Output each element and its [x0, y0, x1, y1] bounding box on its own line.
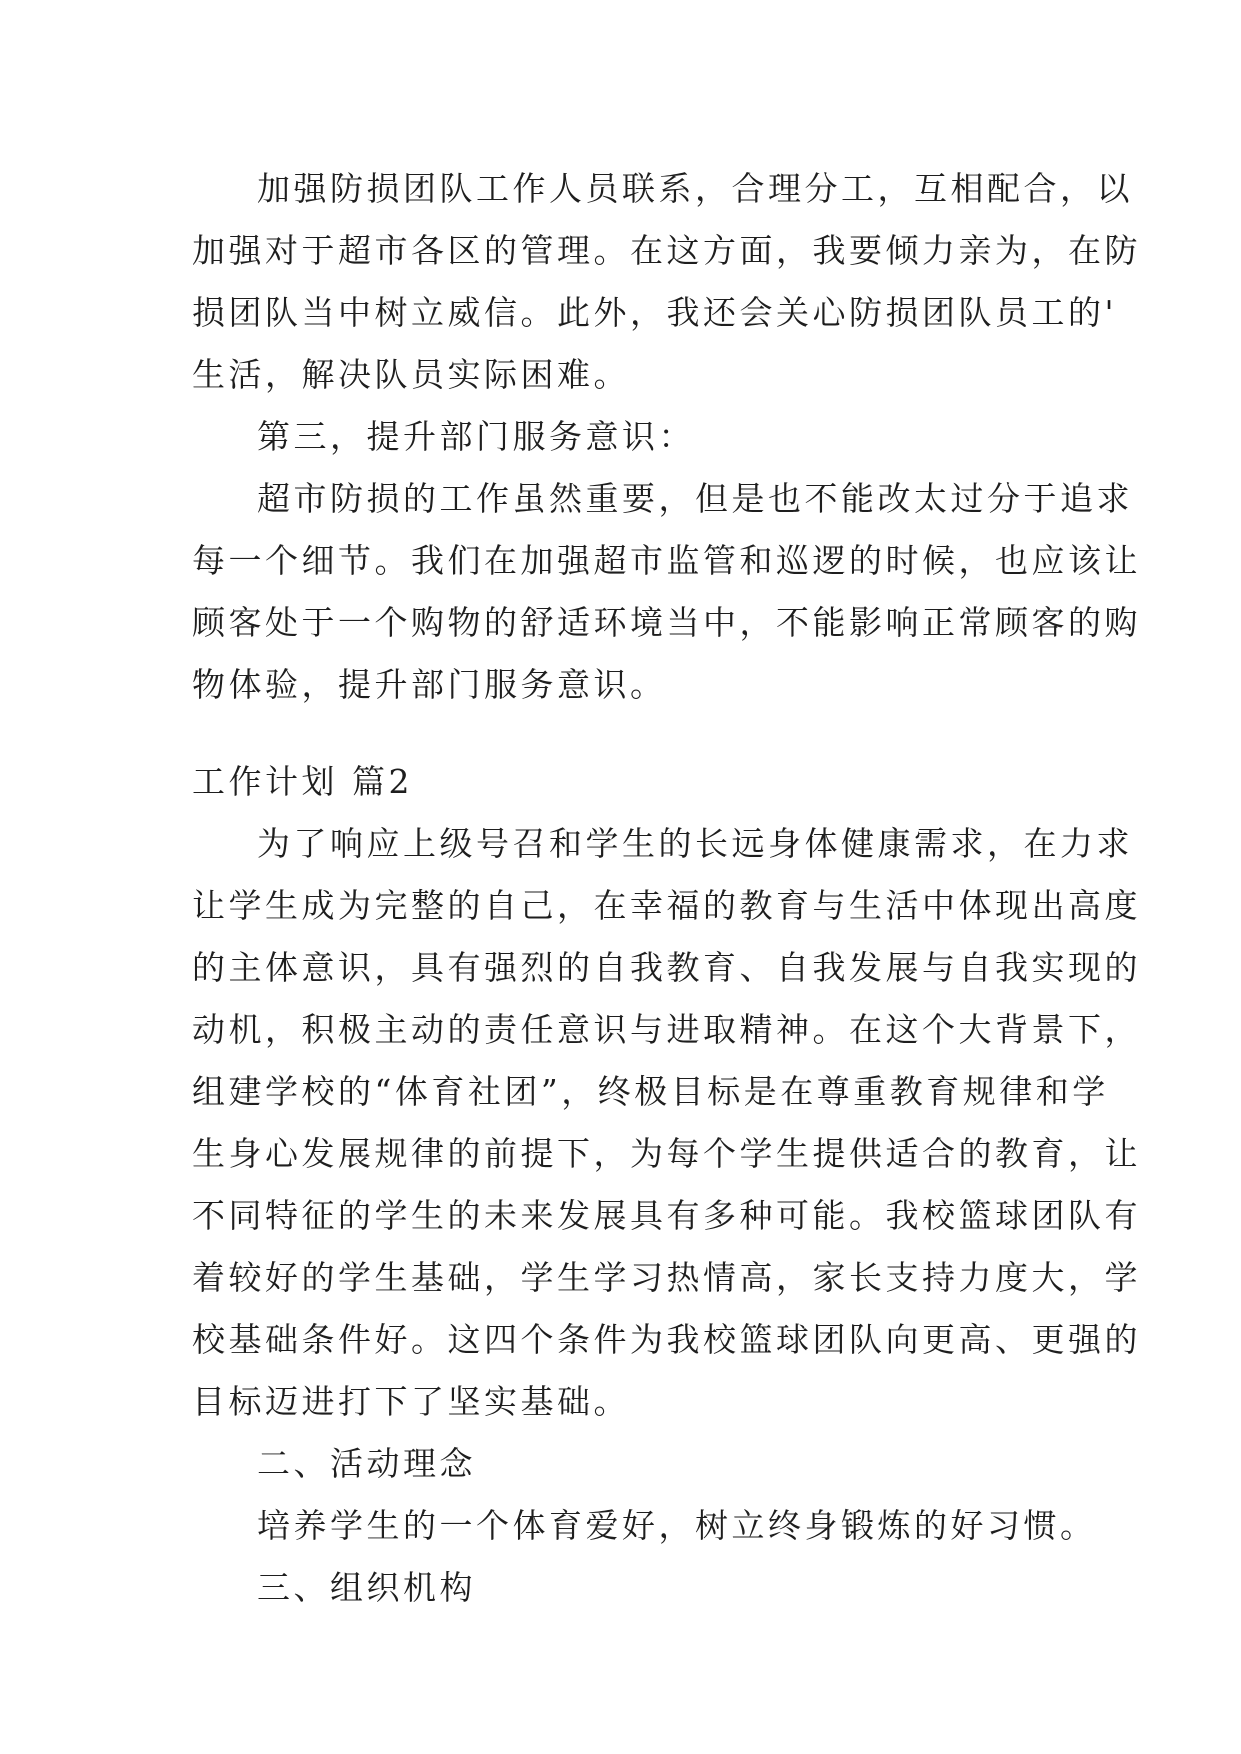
text-line: 的主体意识，具有强烈的自我教育、自我发展与自我实现的	[192, 948, 1141, 987]
text-line: 超市防损的工作虽然重要，但是也不能改太过分于追求	[257, 479, 1133, 518]
text-line: 加强防损团队工作人员联系，合理分工，互相配合，以	[257, 169, 1133, 208]
heading-organization: 三、组织机构	[257, 1568, 476, 1607]
text-line: 加强对于超市各区的管理。在这方面，我要倾力亲为，在防	[192, 231, 1141, 270]
text-line: 生活，解决队员实际困难。	[192, 355, 630, 394]
text-line: 顾客处于一个购物的舒适环境当中，不能影响正常顾客的购	[192, 603, 1141, 642]
paragraph-sports-club	[192, 813, 1141, 1433]
text-line: 不同特征的学生的未来发展具有多种可能。我校篮球团队有	[192, 1196, 1141, 1235]
text-line: 生身心发展规律的前提下，为每个学生提供适合的教育，让	[192, 1134, 1141, 1173]
text-line: 着较好的学生基础，学生学习热情高，家长支持力度大，学	[192, 1258, 1141, 1297]
text-line: 为了响应上级号召和学生的长远身体健康需求，在力求	[257, 824, 1133, 863]
paragraph-service-awareness	[192, 468, 1141, 716]
text-line: 目标迈进打下了坚实基础。	[192, 1382, 630, 1421]
section-title: 工作计划 篇2	[192, 762, 413, 801]
text-line: 组建学校的“体育社团”，终极目标是在尊重教育规律和学	[192, 1072, 1109, 1111]
paragraph-team-coordination	[192, 158, 1141, 406]
heading-third-point: 第三，提升部门服务意识：	[257, 417, 695, 456]
text-line: 校基础条件好。这四个条件为我校篮球团队向更高、更强的	[192, 1320, 1141, 1359]
heading-activity-concept: 二、活动理念	[257, 1444, 476, 1483]
text-line: 物体验，提升部门服务意识。	[192, 665, 667, 704]
text-line: 动机，积极主动的责任意识与进取精神。在这个大背景下，	[192, 1010, 1141, 1049]
text-line: 让学生成为完整的自己，在幸福的教育与生活中体现出高度	[192, 886, 1141, 925]
paragraph-activity-concept: 培养学生的一个体育爱好，树立终身锻炼的好习惯。	[257, 1506, 1097, 1545]
section-spacer	[192, 716, 1054, 751]
text-line: 每一个细节。我们在加强超市监管和巡逻的时候，也应该让	[192, 541, 1141, 580]
document-body	[192, 158, 1141, 1619]
text-line: 损团队当中树立威信。此外，我还会关心防损团队员工的'	[192, 293, 1118, 332]
